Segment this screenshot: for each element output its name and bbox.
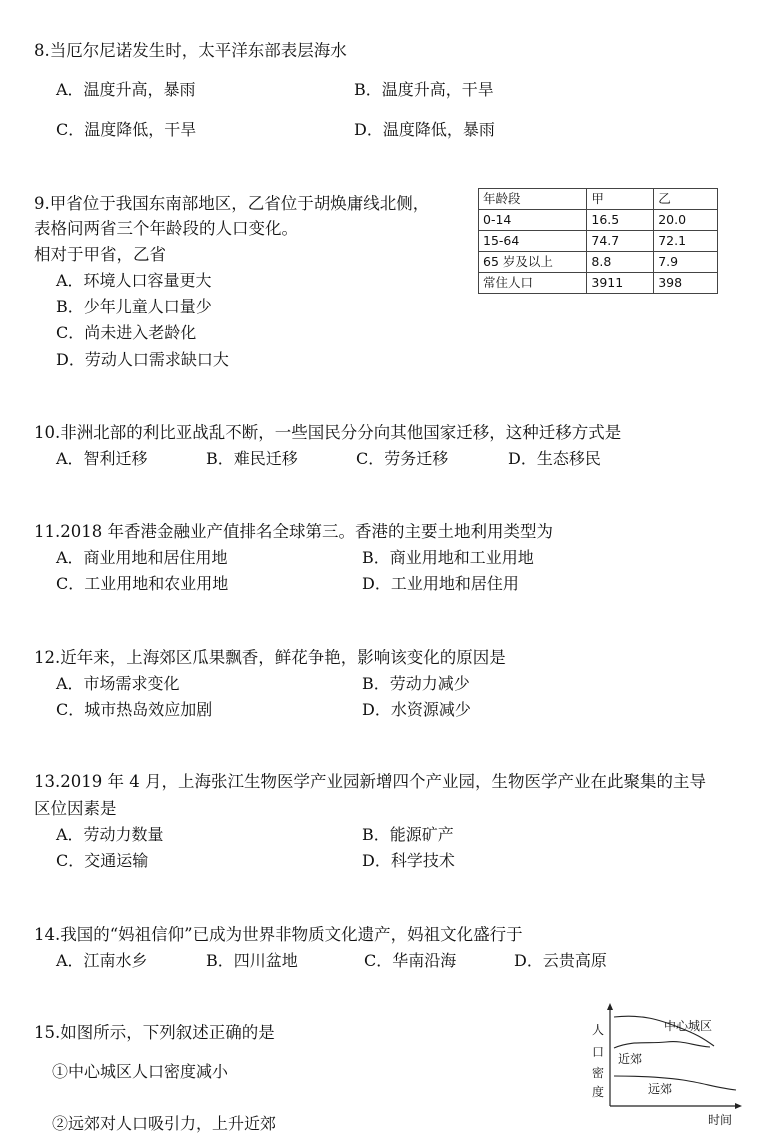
table-cell: 7.9 (654, 252, 718, 273)
q13-stem-line1: 13.2019 年 4 月，上海张江生物医学产业园新增四个产业园，生物医学产业在此聚集的主导 (34, 772, 706, 791)
population-table (478, 188, 718, 294)
table-cell: 常住人口 (479, 273, 587, 294)
table-header-cell: 年龄段 (479, 189, 587, 210)
q8-option-d: D．温度降低，暴雨 (354, 120, 495, 139)
q14-option-a: A．江南水乡 (56, 951, 148, 970)
q11-option-b: B．商业用地和工业用地 (362, 548, 534, 567)
table-cell: 3911 (587, 273, 654, 294)
q11-option-d: D．工业用地和居住用 (362, 574, 519, 593)
table-row (479, 252, 718, 273)
table-header-cell: 甲 (587, 189, 654, 210)
near-suburb-curve (614, 1042, 710, 1048)
q13-option-b: B．能源矿产 (362, 825, 454, 844)
far-suburb-label: 远郊 (648, 1082, 673, 1096)
q12-option-c: C．城市热岛效应加剧 (56, 700, 213, 719)
x-axis-label: 时间 (708, 1113, 733, 1127)
q14-option-c: C．华南沿海 (364, 951, 457, 970)
y-axis-label-char: 口 (592, 1045, 605, 1059)
center-city-label: 中心城区 (664, 1019, 713, 1033)
q9-option-b: B．少年儿童人口量少 (56, 297, 212, 316)
q14-stem: 14.我国的“妈祖信仰”已成为世界非物质文化遗产，妈祖文化盛行于 (34, 925, 523, 944)
q8-option-b: B．温度升高，干旱 (354, 80, 494, 99)
table-cell: 398 (654, 273, 718, 294)
table-row (479, 231, 718, 252)
q12-option-d: D．水资源减少 (362, 700, 471, 719)
density-chart-svg (588, 1000, 748, 1130)
near-suburb-label: 近郊 (618, 1052, 643, 1066)
q13-option-a: A．劳动力数量 (56, 825, 164, 844)
q10-stem: 10.非洲北部的利比亚战乱不断，一些国民分分向其他国家迁移，这种迁移方式是 (34, 423, 622, 442)
q13-stem-line2: 区位因素是 (34, 799, 117, 818)
far-suburb-curve (614, 1076, 736, 1090)
table-header-row (479, 189, 718, 210)
x-axis-arrow-icon (735, 1103, 742, 1109)
y-axis-label-char: 人 (592, 1023, 605, 1037)
y-axis-label-char: 度 (592, 1085, 605, 1099)
table-cell: 15-64 (479, 231, 587, 252)
population-density-figure (588, 1000, 748, 1130)
q11-option-c: C．工业用地和农业用地 (56, 574, 229, 593)
table-cell: 16.5 (587, 210, 654, 231)
q10-option-d: D．生态移民 (508, 449, 601, 468)
table-cell: 8.8 (587, 252, 654, 273)
table-cell: 0-14 (479, 210, 587, 231)
table-row (479, 273, 718, 294)
q9-stem-line2: 表格问两省三个年龄段的人口变化。 (34, 219, 298, 238)
q12-option-a: A．市场需求变化 (56, 674, 180, 693)
q13-option-d: D．科学技术 (362, 851, 455, 870)
table-cell: 65 岁及以上 (479, 252, 587, 273)
q8-option-a: A．温度升高，暴雨 (56, 80, 196, 99)
q8-stem: 8.当厄尔尼诺发生时，太平洋东部表层海水 (34, 41, 347, 60)
q12-stem: 12.近年来，上海郊区瓜果飘香，鲜花争艳，影响该变化的原因是 (34, 648, 506, 667)
q12-option-b: B．劳动力减少 (362, 674, 470, 693)
table-header-cell: 乙 (654, 189, 718, 210)
q9-option-d: D．劳动人口需求缺口大 (56, 350, 229, 369)
y-axis-arrow-icon (607, 1003, 613, 1010)
q10-option-c: C．劳务迁移 (356, 449, 449, 468)
q11-stem: 11.2018 年香港金融业产值排名全球第三。香港的主要土地利用类型为 (34, 522, 553, 541)
q11-option-a: A．商业用地和居住用地 (56, 548, 228, 567)
q14-option-b: B．四川盆地 (206, 951, 298, 970)
q10-option-a: A．智利迁移 (56, 449, 148, 468)
table-cell: 20.0 (654, 210, 718, 231)
q9-option-a: A．环境人口容量更大 (56, 271, 212, 290)
table-cell: 74.7 (587, 231, 654, 252)
y-axis-label-char: 密 (592, 1066, 605, 1080)
table-cell: 72.1 (654, 231, 718, 252)
q9-stem-line1: 9.甲省位于我国东南部地区，乙省位于胡焕庸线北侧， (34, 194, 430, 213)
q14-option-d: D．云贵高原 (514, 951, 607, 970)
q8-option-c: C．温度降低，干旱 (56, 120, 197, 139)
q13-option-c: C．交通运输 (56, 851, 149, 870)
q15-statement-2: ②远郊对人口吸引力，上升近郊 (52, 1114, 277, 1133)
q15-statement-1: ①中心城区人口密度减小 (52, 1062, 229, 1081)
q15-stem: 15.如图所示，下列叙述正确的是 (34, 1023, 275, 1042)
q9-stem-line3: 相对于甲省，乙省 (34, 245, 166, 264)
table-row (479, 210, 718, 231)
q9-option-c: C．尚未进入老龄化 (56, 323, 197, 342)
q10-option-b: B．难民迁移 (206, 449, 298, 468)
